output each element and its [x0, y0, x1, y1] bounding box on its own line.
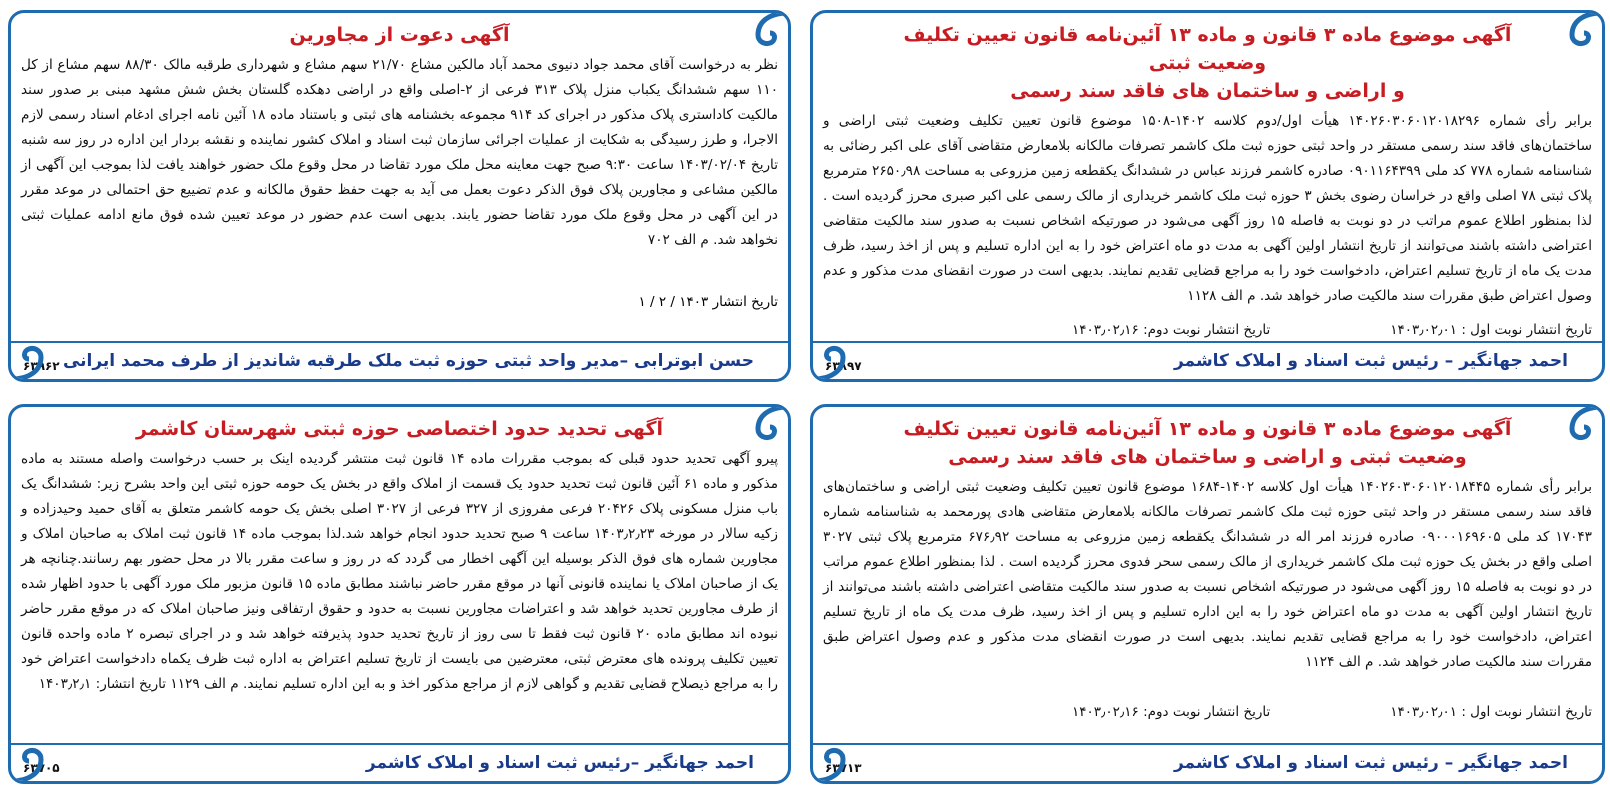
notice-title: آگهی دعوت از مجاورین: [289, 24, 510, 46]
notice-article-3-law-second: [810, 404, 1605, 784]
divider: [813, 743, 1602, 745]
scroll-corner-icon: [1564, 11, 1604, 51]
scroll-corner-icon: [9, 743, 49, 783]
publish-dates: [813, 317, 1602, 343]
notice-title: آگهی موضوع ماده ۳ قانون و ماده ۱۳ آئین‌نامه قانون تعیین تکلیف وضعیت ثبتی و اراضی و ساختمان های فاقد سند رسمی: [903, 418, 1512, 468]
notice-article-3-law: [810, 10, 1605, 382]
publish-dates: [813, 699, 1602, 725]
divider: [11, 341, 788, 343]
notice-code: ۶۳۷۱۳: [825, 761, 862, 775]
notice-invitation-neighbors: [8, 10, 791, 382]
notice-title: آگهی تحدید حدود اختصاصی حوزه ثبتی شهرستان کاشمر: [135, 418, 664, 440]
signature: احمد جهانگیر – رئیس ثبت اسناد و املاک کاشمر: [1173, 753, 1568, 773]
publish-date: تاریخ انتشار ۱۴۰۳ / ۲ / ۱: [638, 294, 778, 310]
scroll-corner-icon: [811, 743, 851, 783]
scroll-corner-icon: [9, 341, 49, 381]
notice-code: ۶۳۸۹۷: [825, 359, 862, 373]
scroll-corner-icon: [1564, 405, 1604, 445]
publish-date-first: تاریخ انتشار نوبت اول : ۱۴۰۳٫۰۲٫۰۱: [1390, 704, 1592, 720]
notice-body: برابر رأی شماره ۱۴۰۲۶۰۳۰۶۰۱۲۰۱۸۴۴۵ هیأت اول کلاسه ۱۴۰۲-۱۶۸۴ موضوع قانون تعیین تکلیف وضعیت ثبتی اراضی و ساختمان‌های فاقد سند رسمی مستقر در واحد ثبتی حوزه ثبت ملک کاشمر تصرفات مالکانه بلامعارض متقاضی هادی پورمحمد به شناسنامه شماره ۱۷۰۴۳ کد ملی ۰۹۰۰۰۱۶۹۶۰۵ صادره فرزند امر اله در ششدانگ یکقطعه زمین مزروعی به مساحت ۶۷۶٫۹۲ مترمربع پلاک ثبتی ۳۰۲۷ اصلی واقع در بخش یک حوزه ثبت ملک کاشمر خریداری از مالک رسمی سحر فدوی محرز گردیده است . لذا بمنظور اطلاع عموم مراتب در دو نوبت به فاصله ۱۵ روز آگهی می‌شود در صورتیکه اشخاص نسبت به صدور سند مالکیت متقاضی اعتراضی داشته باشند می‌توانند از تاریخ انتشار اولین آگهی به مدت دو ماه اعتراض خود را به این اداره تسلیم و پس از اخذ رسید، ظرف مدت یک ماه از تاریخ تسلیم اعتراض، دادخواست خود را به مراجع قضایی تقدیم نمایند. بدیهی است در صورت انقضای مدت مذکور و عدم وصول اعتراض طبق مقررات سند مالکیت صادر خواهد شد. م الف ۱۱۲۴: [823, 479, 1592, 670]
publish-date-second: تاریخ انتشار نوبت دوم: ۱۴۰۳٫۰۲٫۱۶: [1072, 322, 1271, 338]
scroll-corner-icon: [750, 405, 790, 445]
signature: احمد جهانگیر – رئیس ثبت اسناد و املاک کاشمر: [1173, 351, 1568, 371]
notice-body: برابر رأی شماره ۱۴۰۲۶۰۳۰۶۰۱۲۰۱۸۲۹۶ هیأت اول/دوم کلاسه ۱۴۰۲-۱۵۰۸ موضوع قانون تعیین تکلیف وضعیت ثبتی اراضی و ساختمان‌های فاقد سند رسمی مستقر در واحد ثبتی حوزه ثبت ملک کاشمر تصرفات مالکانه بلامعارض متقاضی آقای علی اکبر رضائی به شناسنامه شماره ۷۷۸ کد ملی ۰۹۰۱۱۶۴۳۹۹ صادره کاشمر فرزند عباس در ششدانگ یکقطعه زمین مزروعی به مساحت ۲۶۵۰٫۹۸ مترمربع پلاک ثبتی ۷۸ اصلی واقع در خراسان رضوی بخش ۳ حوزه ثبت ملک کاشمر خریداری از مالک رسمی علی اکبر صبری محرز گردیده است . لذا بمنظور اطلاع عموم مراتب در دو نوبت به فاصله ۱۵ روز آگهی می‌شود در صورتیکه اشخاص نسبت به صدور سند مالکیت متقاضی اعتراضی داشته باشند می‌توانند از تاریخ انتشار اولین آگهی به مدت دو ماه اعتراض خود را به این اداره تسلیم و پس از اخذ رسید، ظرف مدت یک ماه از تاریخ تسلیم اعتراض، دادخواست خود را به مراجع قضایی تقدیم نمایند. بدیهی است در صورت انقضای مدت مذکور و عدم وصول اعتراض طبق مقررات سند مالکیت صادر خواهد شد. م الف ۱۱۲۸: [823, 113, 1592, 304]
publish-date-second: تاریخ انتشار نوبت دوم: ۱۴۰۳٫۰۲٫۱۶: [1072, 704, 1271, 720]
notice-body: نظر به درخواست آقای محمد جواد دنیوی محمد آباد مالکین مشاع ۲۱/۷۰ سهم مشاع و شهرداری طرقبه مالک ۸۸/۳۰ سهم مشاع از کل ۱۱۰ سهم ششدانگ یکباب منزل پلاک ۳۱۳ فرعی از ۲-اصلی واقع در اراضی دهکده گلستان بخش شش مشهد مبنی بر صدور سند مالکیت کاداستری پلاک مذکور در اجرای کد ۹۱۴ مجموعه بخشنامه های ثبتی و باستناد ماده ۱۸ آئین نامه اجرای ادغام اسناد رسمی لازم الاجرا، و طرز رسیدگی به شکایت از عملیات اجرائی سازمان ثبت اسناد و املاک کشور نماینده و نقشه بردار این اداره در روز سه شنبه تاریخ ۱۴۰۳/۰۲/۰۴ ساعت ۹:۳۰ صبح جهت معاینه محل ملک مورد تقاضا در محل وقوع ملک حضور خواهند یافت لذا بموجب این آگهی از مالکین مشاعی و مجاورین پلاک فوق الذکر دعوت بعمل می آید به جهت حفظ حقوق مالکانه و عدم تضییع حق احتمالی در موعد مقرر در این آگهی در محل وقوع ملک مورد تقاضا حضور یابند. بدیهی است عدم حضور در موعد تعیین شده فوق مانع ادامه عملیات ثبتی نخواهد شد. م الف ۷۰۲: [21, 57, 779, 248]
notice-body: پیرو آگهی تحدید حدود قبلی که بموجب مقررات ماده ۱۴ قانون ثبت منتشر گردیده اینک بر حسب درخواست واصله مستند به ماده مذکور و ماده ۶۱ آئین قانون ثبت تحدید حدود یک قسمت از املاک واقع در بخش یک حومه حوزه ثبتی این واحد بشرح زیر: ششدانگ یک باب منزل مسکونی پلاک ۲۰۴۲۶ فرعی مفروزی از ۳۲۷ فرعی از ۳۰۲۷ اصلی بخش یک حومه کاشمر متعلق به آقای حمید وحیدزاده و زکیه سالار در مورخه ۱۴۰۳٫۲٫۲۳ ساعت ۹ صبح تحدید حدود انجام خواهد شد.لذا بموجب ماده ۱۴ قانون ثبت املاک به صاحبان املاک و مجاورین شماره های فوق الذکر بوسیله این آگهی اخطار می گردد که در روز و ساعت مقرر بالا در محل حضور بهم رسانند.چنانچه هر یک از صاحبان املاک یا نماینده قانونی آنها در موقع مقرر حاضر نباشند مطابق ماده ۱۵ قانون مزبور ملک مورد آگهی با حدود اظهار شده از طرف مجاورین تحدید خواهد شد و اعتراضات مجاورین نسبت به حدود و حقوق ارتفاقی ونیز صاحبان املاک که در موقع مقرر حاضر نبوده اند مطابق ماده ۲۰ قانون ثبت فقط تا سی روز از تاریخ تحدید حدود پذیرفته خواهد شد و در اجرای تبصره ۲ ماده واحده قانون تعیین تکلیف پرونده های معترض ثبتی، معترضین می بایست از تاریخ تسلیم اعتراض به اداره ثبت ظرف یکماه دادخواست اعتراض خود را به مراجع ذیصلاح قضایی تقدیم و گواهی لازم از مراجع مذکور اخذ و به این اداره تسلیم نمایند. م الف ۱۱۲۹ تاریخ انتشار: ۱۴۰۳٫۲٫۱: [21, 451, 779, 692]
signature: حسن ابوترابی –مدیر واحد ثبتی حوزه ثبت ملک طرقبه شاندیز از طرف محمد ایرانی: [62, 351, 754, 371]
divider: [11, 743, 788, 745]
publish-date-first: تاریخ انتشار نوبت اول : ۱۴۰۳٫۰۲٫۰۱: [1390, 322, 1592, 338]
scroll-corner-icon: [750, 11, 790, 51]
notice-boundary-delimitation: [8, 404, 791, 784]
notice-code: ۶۳۹۶۲: [23, 359, 60, 373]
notice-title: آگهی موضوع ماده ۳ قانون و ماده ۱۳ آئین‌نامه قانون تعیین تکلیف وضعیت ثبتی و اراضی و ساختمان های فاقد سند رسمی: [903, 24, 1512, 102]
divider: [813, 341, 1602, 343]
notice-code: ۶۳۷۰۵: [23, 761, 60, 775]
signature: احمد جهانگیر –رئیس ثبت اسناد و املاک کاشمر: [365, 753, 754, 773]
scroll-corner-icon: [811, 341, 851, 381]
